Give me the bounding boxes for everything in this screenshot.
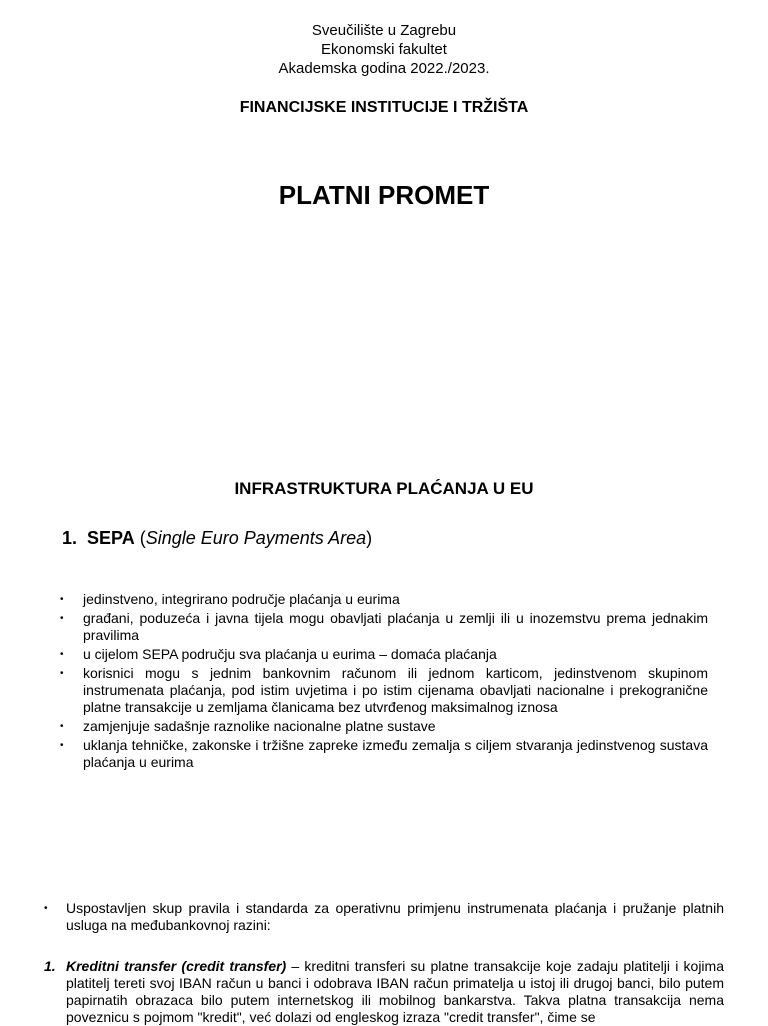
sepa-expansion: Single Euro Payments Area xyxy=(145,528,367,548)
academic-year: Akademska godina 2022./2023. xyxy=(278,60,490,77)
credit-transfer-lead: Kreditni transfer (credit transfer) xyxy=(66,958,287,974)
bullet-icon: • xyxy=(60,649,64,660)
bullet-icon: • xyxy=(44,903,48,914)
university-name: Sveučilište u Zagrebu xyxy=(311,22,457,39)
credit-transfer-number: 1. xyxy=(44,958,56,974)
bullet-icon: • xyxy=(60,740,64,751)
section-title: INFRASTRUKTURA PLAĆANJA U EU xyxy=(234,479,534,498)
list-item: • uklanja tehničke, zakonske i tržišne zapreke između zemalja s ciljem stvaranja jedinstvenog sustava plaćanja u eurima xyxy=(60,737,708,770)
sepa-paren-open: ( xyxy=(134,528,146,548)
list-item: • u cijelom SEPA području sva plaćanja u eurima – domaća plaćanja xyxy=(60,646,497,662)
bullet-icon: • xyxy=(60,613,64,624)
rules-paragraph xyxy=(42,900,724,934)
rules-text: Uspostavljen skup pravila i standarda za operativnu primjenu instrumenata plaćanja i pružanje platnih usluga na međubankovnoj razini: xyxy=(66,900,724,933)
list-item: • građani, poduzeća i javna tijela mogu obavljati plaćanja u zemlji ili u inozemstvu prema jednakim pravilima xyxy=(60,610,708,643)
sepa-bullet-list xyxy=(58,591,708,773)
credit-transfer-paragraph xyxy=(42,958,724,1026)
sepa-name: SEPA xyxy=(87,528,135,548)
document-title: PLATNI PROMET xyxy=(278,180,490,210)
sepa-heading xyxy=(62,528,372,549)
list-item: • zamjenjuje sadašnje raznolike nacionalne platne sustave xyxy=(60,718,436,734)
bullet-icon: • xyxy=(60,668,64,679)
bullet-icon: • xyxy=(60,594,64,605)
faculty-name: Ekonomski fakultet xyxy=(321,41,447,58)
list-item: • korisnici mogu s jednim bankovnim računom ili jednom karticom, jedinstvenom skupinom instrumenata plaćanja, pod istim uvjetima i po istim cijenama obavljati nacionalne i prekogranične platne transakcije u zemljama članicama bez utvrđenog maksimalnog iznosa xyxy=(60,665,708,715)
sepa-number: 1. xyxy=(62,528,78,548)
course-title: FINANCIJSKE INSTITUCIJE I TRŽIŠTA xyxy=(239,99,529,116)
list-item: • jedinstveno, integrirano područje plaćanja u eurima xyxy=(60,591,400,607)
bullet-icon: • xyxy=(60,721,64,732)
sepa-paren-close: ) xyxy=(366,528,373,548)
credit-transfer-text: – kreditni transferi su platne transakcije koje zadaju platitelji i kojima platitelj tereti svoj IBAN račun u banci i odobrava IBAN račun primatelja u istoj ili drugoj banci, bilo putem papirnatih obrazaca bilo putem internetskog ili mobilnog bankarstva. Takva platna transakcija nema poveznicu s pojmom "kredit", već dolazi od engleskog izraza "credit transfer", čime se xyxy=(66,958,724,1025)
